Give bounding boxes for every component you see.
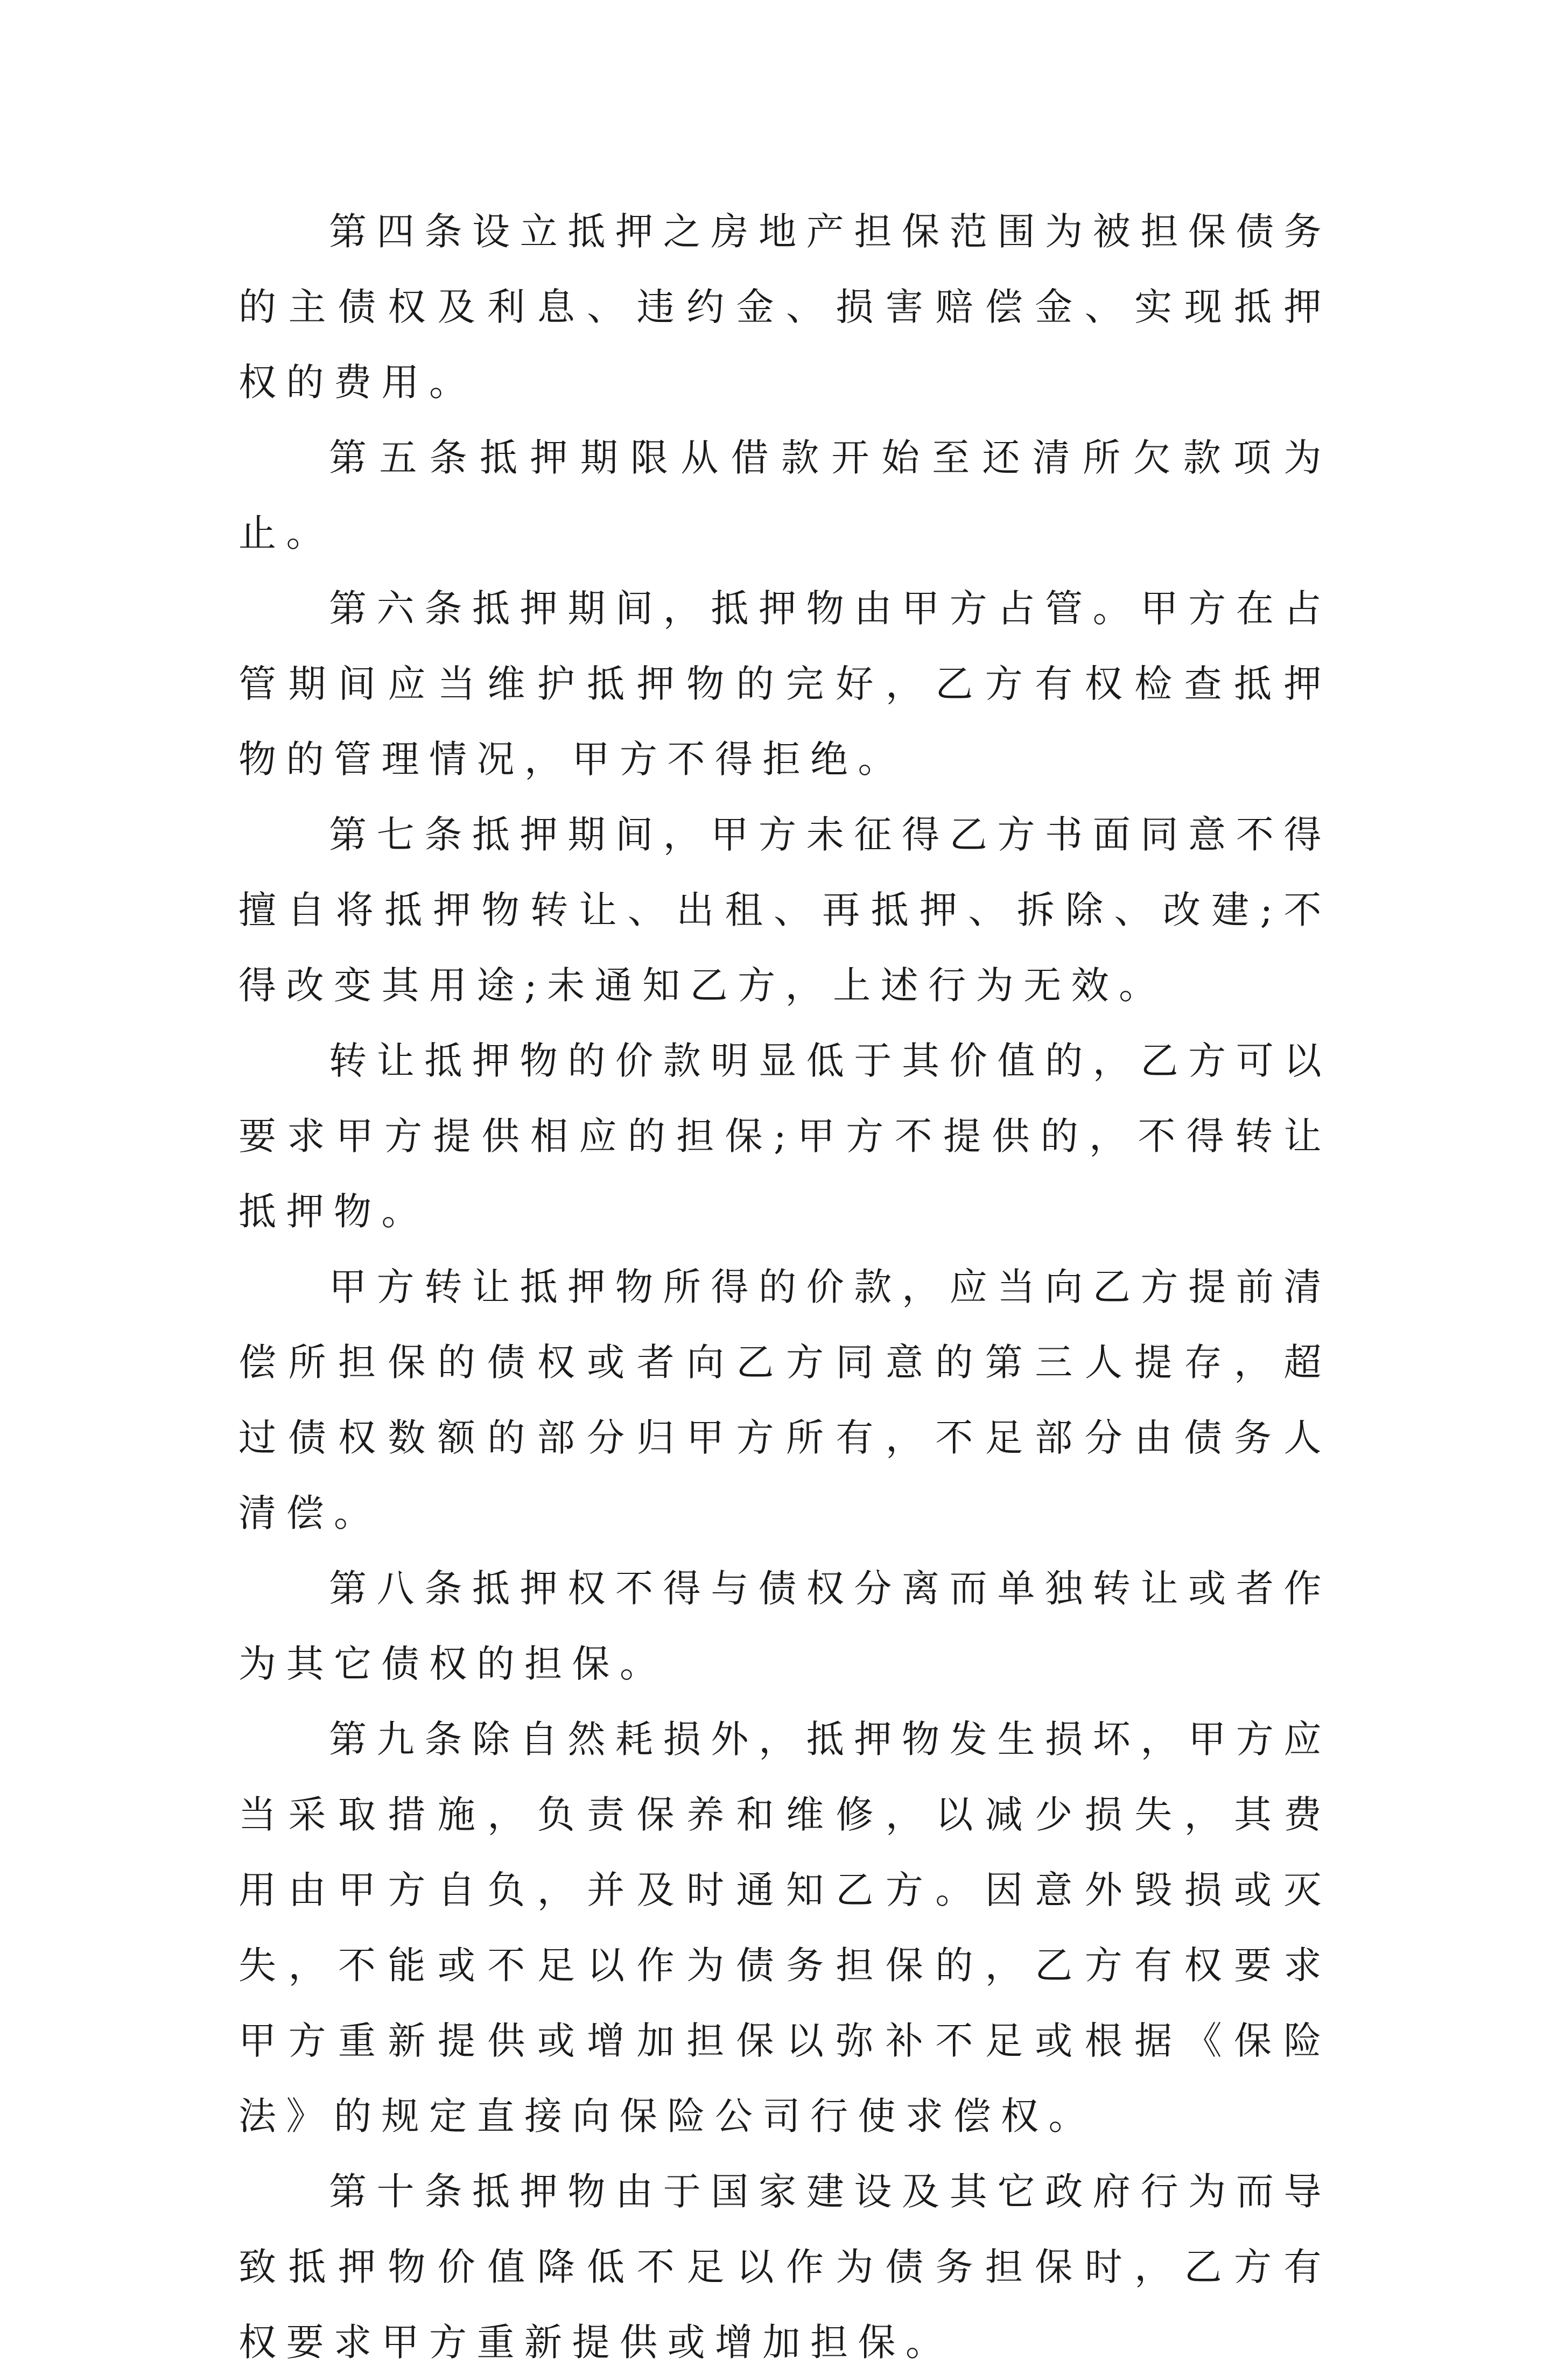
paragraph-article-8: 第八条抵押权不得与债权分离而单独转让或者作为其它债权的担保。 <box>238 1566 1331 1686</box>
paragraph-article-4: 第四条设立抵押之房地产担保范围为被担保债务的主债权及利息、违约金、损害赔偿金、实现抵押权的费用。 <box>238 209 1331 404</box>
document-body <box>238 194 1331 2380</box>
paragraph-transfer-proceeds: 甲方转让抵押物所得的价款，应当向乙方提前清偿所担保的债权或者向乙方同意的第三人提存，超过债权数额的部分归甲方所有，不足部分由债务人清偿。 <box>238 1265 1331 1535</box>
paragraph-article-10: 第十条抵押物由于国家建设及其它政府行为而导致抵押物价值降低不足以作为债务担保时，乙方有权要求甲方重新提供或增加担保。 <box>238 2169 1331 2364</box>
paragraph-transfer-price: 转让抵押物的价款明显低于其价值的，乙方可以要求甲方提供相应的担保;甲方不提供的，不得转让抵押物。 <box>238 1039 1331 1234</box>
paragraph-article-9: 第九条除自然耗损外，抵押物发生损坏，甲方应当采取措施，负责保养和维修，以减少损失，其费用由甲方自负，并及时通知乙方。因意外毁损或灭失，不能或不足以作为债务担保的，乙方有权要求甲方重新提供或增加担保以弥补不足或根据《保险法》的规定直接向保险公司行使求偿权。 <box>238 1717 1331 2138</box>
paragraph-article-5: 第五条抵押期限从借款开始至还清所欠款项为止。 <box>238 436 1331 555</box>
paragraph-article-6: 第六条抵押期间，抵押物由甲方占管。甲方在占管期间应当维护抵押物的完好，乙方有权检查抵押物的管理情况，甲方不得拒绝。 <box>238 586 1331 781</box>
paragraph-article-7: 第七条抵押期间，甲方未征得乙方书面同意不得擅自将抵押物转让、出租、再抵押、拆除、改建;不得改变其用途;未通知乙方，上述行为无效。 <box>238 813 1331 1007</box>
